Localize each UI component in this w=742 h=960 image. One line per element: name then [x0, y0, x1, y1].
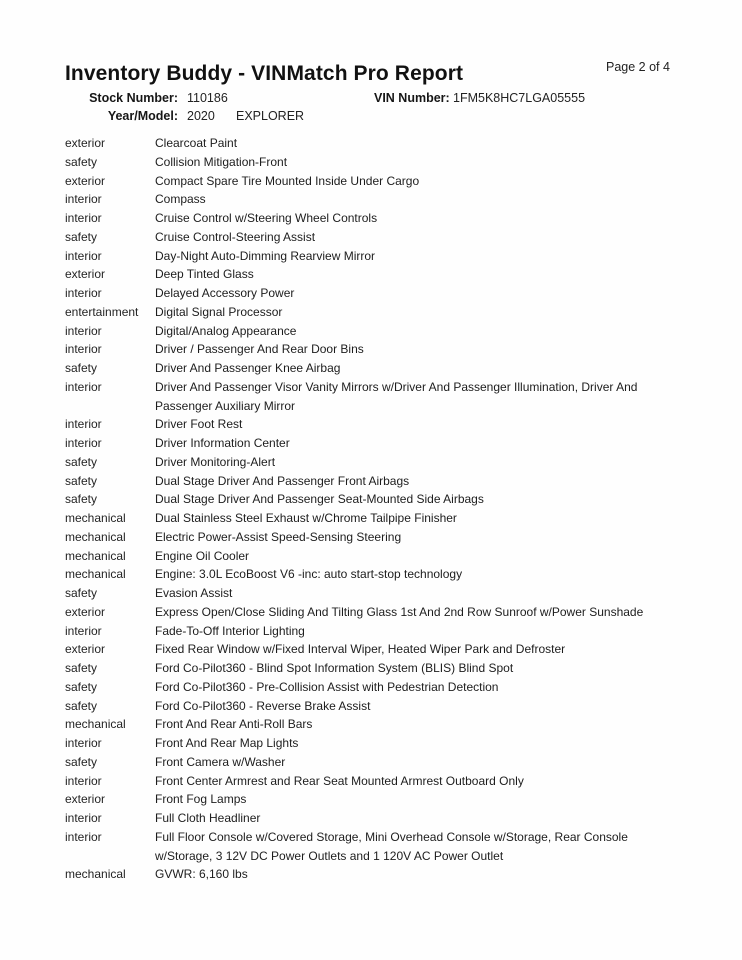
feature-row	[65, 565, 657, 584]
feature-description: Driver And Passenger Visor Vanity Mirrors w/Driver And Passenger Illumination, Driver And Passenger Auxiliary Mirror	[155, 379, 638, 413]
feature-row	[65, 472, 657, 491]
feature-row	[65, 697, 657, 716]
feature-description: Ford Co-Pilot360 - Blind Spot Information System (BLIS) Blind Spot	[155, 661, 514, 675]
feature-row	[65, 340, 657, 359]
feature-row	[65, 359, 657, 378]
feature-row	[65, 434, 657, 453]
feature-description: Driver Monitoring-Alert	[155, 454, 276, 469]
feature-row	[65, 772, 657, 791]
feature-description: Cruise Control w/Steering Wheel Controls	[155, 211, 378, 225]
feature-description: Day-Night Auto-Dimming Rearview Mirror	[155, 248, 376, 263]
feature-description: Deep Tinted Glass	[155, 267, 254, 282]
feature-category: exterior	[65, 792, 106, 807]
feature-description: Driver / Passenger And Rear Door Bins	[155, 342, 364, 357]
feature-description: Fixed Rear Window w/Fixed Interval Wiper, Heated Wiper Park and Defroster	[155, 642, 566, 657]
feature-description: Compass	[155, 192, 206, 207]
feature-description: Digital/Analog Appearance	[155, 323, 297, 338]
feature-category: safety	[65, 586, 98, 600]
feature-description: Front And Rear Anti-Roll Bars	[155, 717, 313, 732]
feature-description: Cruise Control-Steering Assist	[155, 229, 316, 244]
feature-category: safety	[65, 754, 98, 769]
feature-category: safety	[65, 473, 98, 488]
feature-category: interior	[65, 342, 102, 357]
feature-category: interior	[65, 192, 102, 207]
feature-description: Digital Signal Processor	[155, 304, 283, 319]
report-title: Inventory Buddy - VINMatch Pro Report	[65, 62, 464, 85]
feature-description: GVWR: 6,160 lbs	[155, 867, 248, 882]
feature-row	[65, 828, 657, 866]
stock-number-value: 110186	[187, 91, 228, 105]
feature-category: interior	[65, 379, 102, 394]
feature-description: Dual Stainless Steel Exhaust w/Chrome Tailpipe Finisher	[155, 511, 457, 525]
feature-row	[65, 265, 657, 284]
feature-row	[65, 603, 657, 622]
feature-description: Electric Power-Assist Speed-Sensing Steering	[155, 529, 402, 544]
feature-description: Full Cloth Headliner	[155, 811, 261, 825]
feature-row	[65, 284, 657, 303]
feature-category: interior	[65, 286, 102, 300]
feature-category: safety	[65, 229, 98, 244]
feature-description: Fade-To-Off Interior Lighting	[155, 623, 305, 638]
feature-category: mechanical	[65, 511, 126, 525]
feature-description: Evasion Assist	[155, 586, 233, 600]
feature-row	[65, 322, 657, 341]
feature-row	[65, 715, 657, 734]
feature-category: safety	[65, 492, 98, 507]
vin-number-value: 1FM5K8HC7LGA05555	[453, 91, 586, 105]
feature-category: interior	[65, 211, 102, 225]
feature-row	[65, 640, 657, 659]
feature-category: mechanical	[65, 548, 126, 563]
feature-description: Front Camera w/Washer	[155, 754, 286, 769]
feature-description: Compact Spare Tire Mounted Inside Under Cargo	[155, 173, 420, 188]
feature-row	[65, 622, 657, 641]
features-table	[65, 134, 657, 884]
feature-row	[65, 809, 657, 828]
feature-row	[65, 453, 657, 472]
feature-category: interior	[65, 436, 102, 450]
stock-number-label: Stock Number:	[89, 91, 178, 105]
feature-row	[65, 172, 657, 191]
feature-description: Dual Stage Driver And Passenger Front Airbags	[155, 473, 410, 488]
feature-description: Delayed Accessory Power	[155, 286, 295, 300]
feature-row	[65, 303, 657, 322]
feature-category: interior	[65, 811, 102, 825]
feature-category: interior	[65, 736, 102, 750]
feature-description: Driver Foot Rest	[155, 417, 243, 432]
feature-description: Front Fog Lamps	[155, 792, 247, 807]
feature-category: mechanical	[65, 529, 126, 544]
feature-row	[65, 528, 657, 547]
feature-description: Clearcoat Paint	[155, 136, 238, 150]
feature-category: interior	[65, 623, 102, 638]
feature-row	[65, 547, 657, 566]
vin-number-label: VIN Number:	[374, 91, 450, 105]
page-number: Page 2 of 4	[606, 60, 670, 74]
feature-description: Front And Rear Map Lights	[155, 736, 299, 750]
feature-category: interior	[65, 248, 102, 263]
year-value: 2020	[187, 109, 215, 123]
feature-category: exterior	[65, 642, 106, 657]
feature-row	[65, 153, 657, 172]
feature-description: Driver Information Center	[155, 436, 290, 450]
feature-row	[65, 378, 657, 416]
feature-description: Engine Oil Cooler	[155, 548, 250, 563]
feature-row	[65, 865, 657, 884]
feature-category: interior	[65, 323, 102, 338]
feature-description: Dual Stage Driver And Passenger Seat-Mounted Side Airbags	[155, 492, 484, 507]
feature-category: safety	[65, 361, 98, 375]
feature-category: safety	[65, 679, 98, 694]
feature-row	[65, 509, 657, 528]
feature-row	[65, 790, 657, 809]
feature-description: Ford Co-Pilot360 - Pre-Collision Assist with Pedestrian Detection	[155, 679, 499, 694]
feature-category: entertainment	[65, 304, 139, 319]
feature-description: Collision Mitigation-Front	[155, 154, 288, 169]
feature-description: Engine: 3.0L EcoBoost V6 -inc: auto start-stop technology	[155, 567, 463, 582]
feature-category: exterior	[65, 136, 106, 150]
feature-category: mechanical	[65, 567, 126, 582]
feature-row	[65, 209, 657, 228]
feature-description: Front Center Armrest and Rear Seat Mounted Armrest Outboard Only	[155, 773, 524, 788]
feature-row	[65, 490, 657, 509]
feature-row	[65, 228, 657, 247]
feature-description: Driver And Passenger Knee Airbag	[155, 361, 341, 375]
feature-row	[65, 734, 657, 753]
feature-row	[65, 134, 657, 153]
feature-category: safety	[65, 698, 98, 713]
feature-category: safety	[65, 661, 98, 675]
feature-category: interior	[65, 829, 102, 844]
feature-category: mechanical	[65, 867, 126, 882]
feature-row	[65, 247, 657, 266]
feature-category: interior	[65, 773, 102, 788]
year-model-label: Year/Model:	[107, 109, 178, 123]
feature-description: Ford Co-Pilot360 - Reverse Brake Assist	[155, 698, 371, 713]
feature-category: exterior	[65, 604, 106, 619]
feature-category: exterior	[65, 267, 106, 282]
feature-category: mechanical	[65, 717, 126, 732]
feature-row	[65, 584, 657, 603]
feature-row	[65, 190, 657, 209]
feature-category: safety	[65, 454, 98, 469]
model-value: EXPLORER	[236, 109, 305, 123]
feature-description: Express Open/Close Sliding And Tilting Glass 1st And 2nd Row Sunroof w/Power Sunshade	[155, 604, 644, 619]
feature-row	[65, 415, 657, 434]
feature-category: safety	[65, 154, 98, 169]
feature-row	[65, 753, 657, 772]
feature-category: interior	[65, 417, 102, 432]
feature-category: exterior	[65, 173, 106, 188]
feature-row	[65, 678, 657, 697]
feature-description: Full Floor Console w/Covered Storage, Mini Overhead Console w/Storage, Rear Console w/Storage, 3 12V DC Power Outlets and 1 120V AC Power Outlet	[155, 829, 628, 863]
feature-row	[65, 659, 657, 678]
